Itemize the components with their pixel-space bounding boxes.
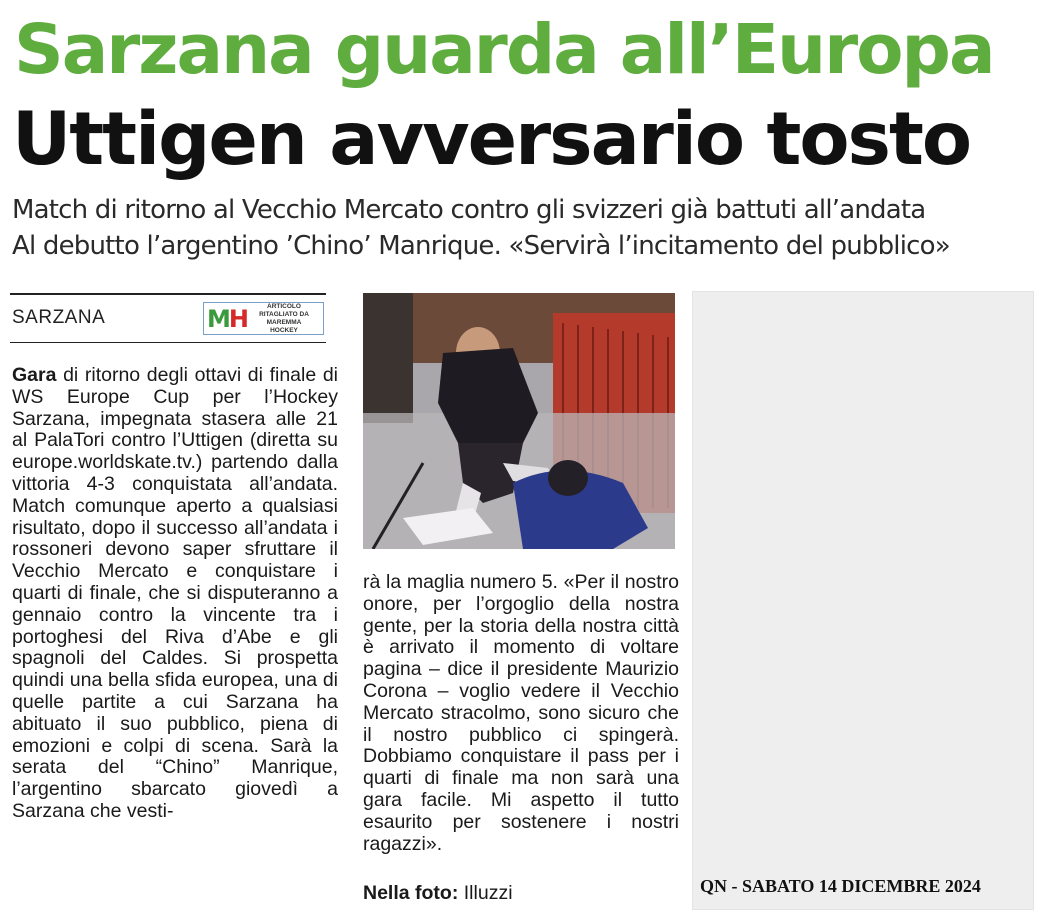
- dateline: SARZANA: [12, 307, 106, 328]
- caption-label: Nella foto: [363, 882, 452, 904]
- lead-word: Gara: [12, 364, 57, 386]
- dateline-rule-bottom: [10, 342, 326, 343]
- article-subhead-line-1: Match di ritorno al Vecchio Mercato contro gli svizzeri già battuti all’andata: [12, 195, 926, 225]
- maremma-hockey-logo: MH: [207, 304, 247, 333]
- article-kicker: Sarzana guarda all’Europa: [14, 10, 994, 90]
- photo-caption: Nella foto: Illuzzi: [363, 882, 513, 904]
- article-column-1: [12, 365, 338, 823]
- dateline-rule-top: [10, 293, 326, 295]
- article-subhead-line-2: Al debutto l’argentino ’Chino’ Manrique. «Servirà l’incitamento del pubblico»: [12, 231, 950, 261]
- column-1-text: di ritorno degli ottavi di finale di WS Europe Cup per l’Hockey Sarzana, impegnata stasera alle 21 al PalaTori contro l’Uttigen (diretta su europe.worldskate.tv.) partendo dalla vittoria 4-3 conquistata all’andata. Match comunque aperto a qualsiasi risultato, dopo il successo all’andata i rossoneri devono saper sfruttare il Vecchio Mercato e conquistare i quarti di finale, che si disputeranno a gennaio contro la vincente tra i portoghesi del Riva d’Abe e gli spagnoli del Caldes. Si prospetta quindi una bella sfida europea, una di quelle partite a cui Sarzana ha abituato il suo pubblico, piena di emozioni e colpi di scena. Sarà la serata del “Chino” Manrique, l’argentino sbarcato giovedì a Sarzana che vesti-: [12, 364, 338, 822]
- article-column-2: rà la maglia numero 5. «Per il nostro onore, per l’orgoglio della nostra gente, per la storia della nostra città è arrivato il momento di voltare pagina – dice il presidente Maurizio Corona – voglio vedere il Vecchio Mercato stracolmo, sono sicuro che il nostro pubblico ci spingerà. Dobbiamo conquistare il pass per i quarti di finale ma non sarà una gara facile. Mi aspetto il tutto esaurito per sostenere i nostri ragazzi».: [363, 571, 679, 855]
- roller-hockey-photo-icon: [363, 293, 675, 549]
- article-photo: [363, 293, 675, 549]
- article-headline: Uttigen avversario tosto: [12, 97, 971, 182]
- caption-credit: Illuzzi: [463, 882, 513, 904]
- blank-placeholder-panel: [692, 291, 1034, 910]
- badge-text: ARTICOLO RITAGLIATO DA MAREMMA HOCKEY: [259, 302, 309, 334]
- publication-source: QN - SABATO 14 DICEMBRE 2024: [700, 876, 981, 896]
- source-badge: [203, 302, 324, 335]
